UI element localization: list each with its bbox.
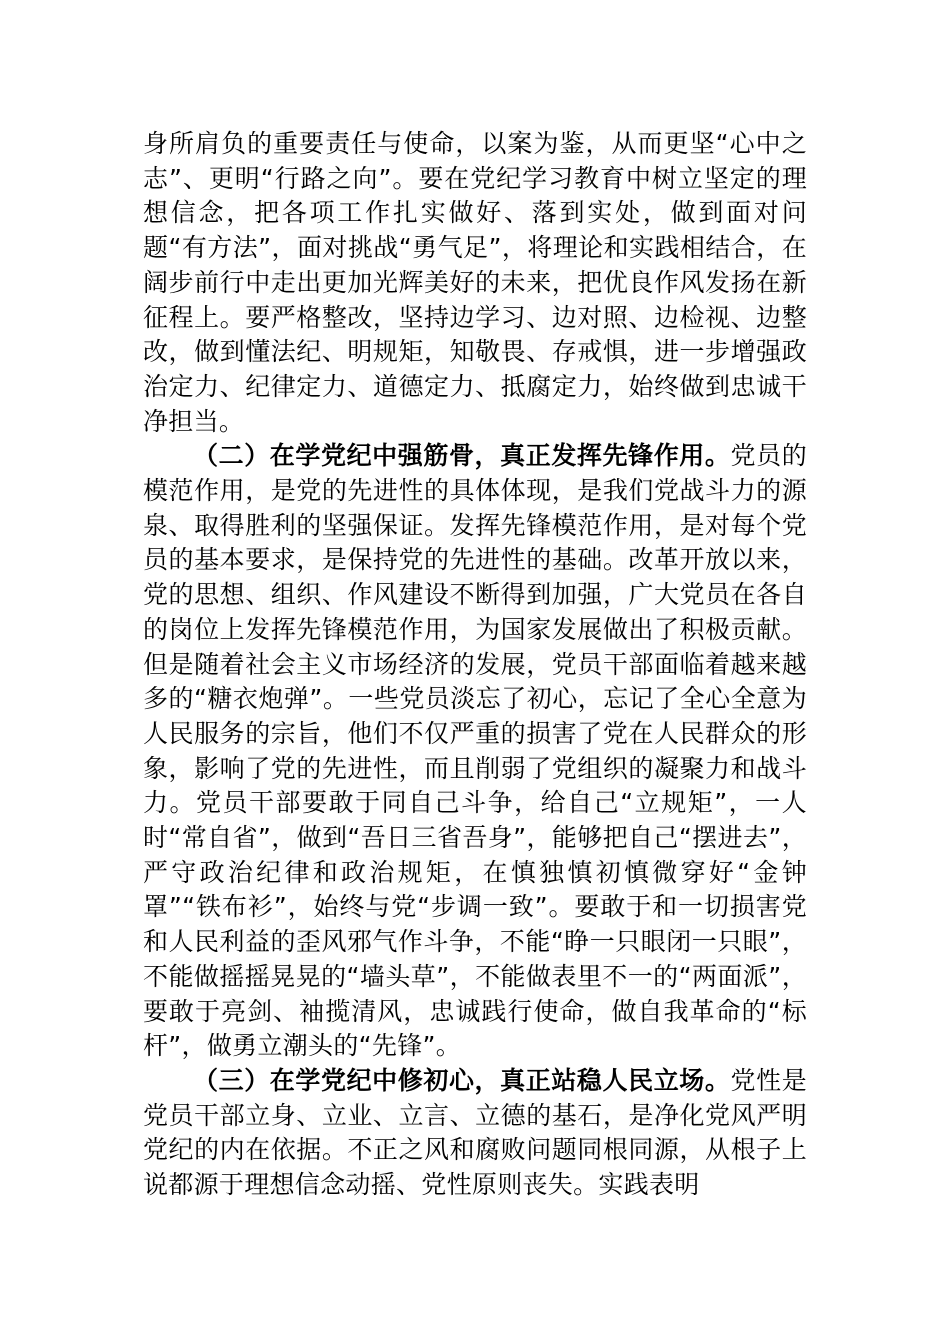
section-heading-2: （二）在学党纪中强筋骨，真正发挥先锋作用。	[193, 441, 731, 471]
paragraph-text: 党性是党员干部立身、立业、立言、立德的基石，是净化党风严明党纪的内在依据。不正之风和腐败问题同根同源，从根子上说都源于理想信念动摇、党性原则丧失。实践表明	[143, 1065, 807, 1200]
document-body	[143, 127, 807, 1203]
paragraph-text: 党员的模范作用，是党的先进性的具体体现，是我们党战斗力的源泉、取得胜利的坚强保证。发挥先锋模范作用，是对每个党员的基本要求，是保持党的先进性的基础。改革开放以来，党的思想、组织、作风建设不断得到加强，广大党员在各自的岗位上发挥先锋模范作用，为国家发展做出了积极贡献。但是随着社会主义市场经济的发展，党员干部面临着越来越多的“糖衣炮弹”。一些党员淡忘了初心，忘记了全心全意为人民服务的宗旨，他们不仅严重的损害了党在人民群众的形象，影响了党的先进性，而且削弱了党组织的凝聚力和战斗力。党员干部要敢于同自己斗争，给自己“立规矩”，一人时“常自省”，做到“吾日三省吾身”，能够把自己“摆进去”，严守政治纪律和政治规矩，在慎独慎初慎微穿好“金钟罩”“铁布衫”，始终与党“步调一致”。要敢于和一切损害党和人民利益的歪风邪气作斗争，不能“睁一只眼闭一只眼”，不能做摇摇晃晃的“墙头草”，不能做表里不一的“两面派”，要敢于亮剑、袖揽清风，忠诚践行使命，做自我革命的“标杆”，做勇立潮头的“先锋”。	[143, 441, 807, 1061]
paragraph-section-2	[143, 439, 807, 1064]
paragraph-section-3	[143, 1064, 807, 1203]
paragraph-text: 身所肩负的重要责任与使命，以案为鉴，从而更坚“心中之志”、更明“行路之向”。要在党纪学习教育中树立坚定的理想信念，把各项工作扎实做好、落到实处，做到面对问题“有方法”，面对挑战“勇气足”，将理论和实践相结合，在阔步前行中走出更加光辉美好的未来，把优良作风发扬在新征程上。要严格整改，坚持边学习、边对照、边检视、边整改，做到懂法纪、明规矩，知敬畏、存戒惧，进一步增强政治定力、纪律定力、道德定力、抵腐定力，始终做到忠诚干净担当。	[143, 129, 807, 436]
paragraph-continuation	[143, 127, 807, 439]
section-heading-3: （三）在学党纪中修初心，真正站稳人民立场。	[193, 1065, 731, 1095]
